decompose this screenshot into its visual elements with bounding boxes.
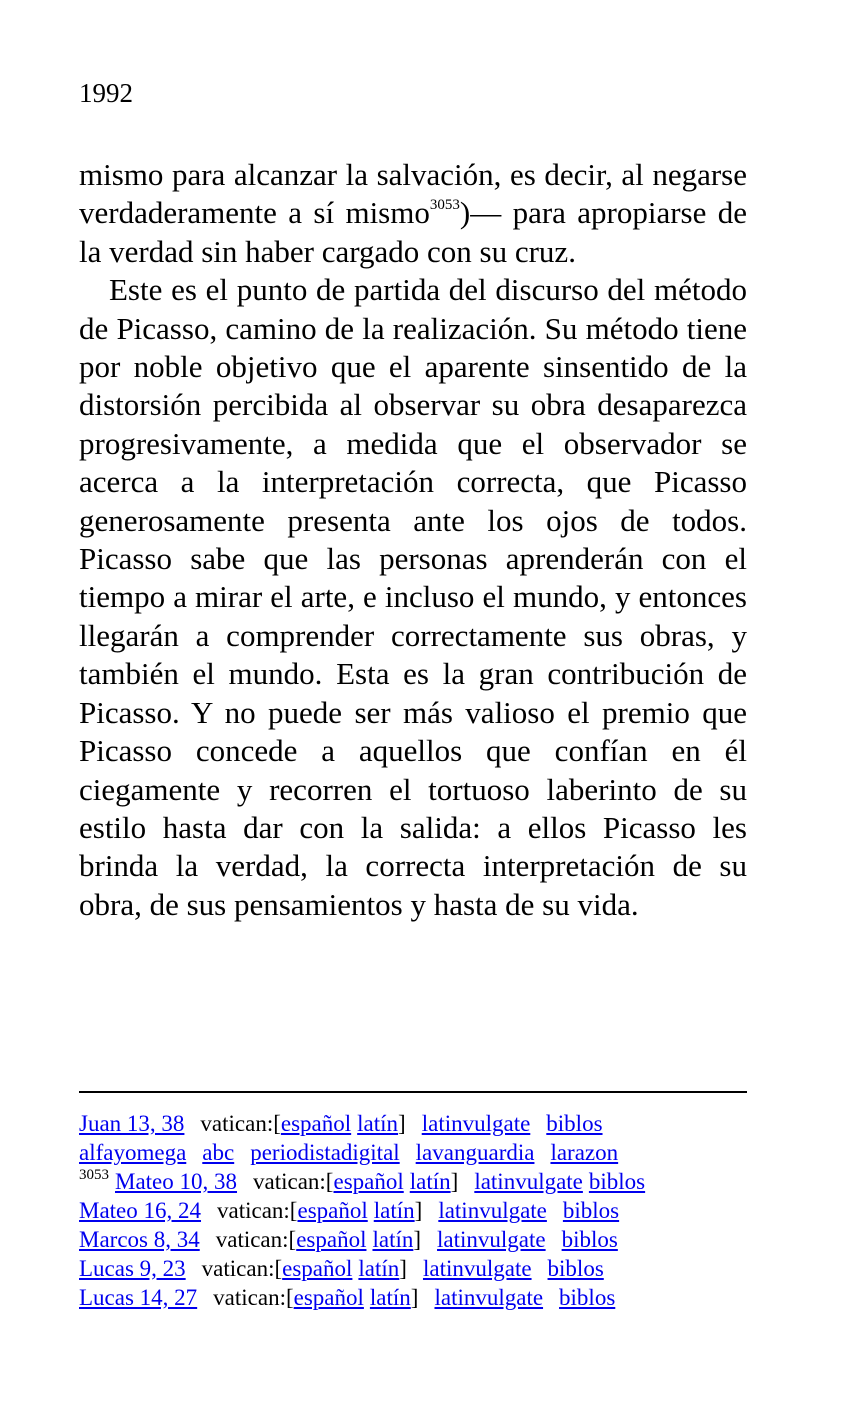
biblos-link[interactable]: biblos <box>546 1111 603 1136</box>
latin-link[interactable]: latín <box>372 1227 414 1252</box>
latinvulgate-link[interactable]: latinvulgate <box>437 1227 546 1252</box>
footnote-reference[interactable]: 3053 <box>429 197 460 214</box>
espanol-link[interactable]: español <box>293 1285 364 1310</box>
paragraph-1-end: )— para apropiarse de la verdad sin haber cargado con su cruz. <box>79 195 747 269</box>
biblos-link[interactable]: biblos <box>547 1256 604 1281</box>
latinvulgate-link[interactable]: latinvulgate <box>422 1256 532 1281</box>
latinvulgate-link[interactable]: latinvulgate <box>421 1111 531 1136</box>
periodistadigital-link[interactable]: periodistadigital <box>250 1140 400 1165</box>
footnote-line <box>79 1225 759 1254</box>
latin-link[interactable]: latín <box>357 1111 399 1136</box>
footnote-line <box>79 1109 759 1138</box>
vatican-label: vatican:[ <box>201 1256 283 1281</box>
paragraph-1-start: mismo para alcanzar la salvación, es decir, al negarse verdaderamente a sí mismo <box>79 157 747 231</box>
vatican-label: vatican:[ <box>253 1169 334 1194</box>
bracket-close: ] <box>410 1285 419 1310</box>
footnote-line <box>79 1283 759 1312</box>
bible-ref-link[interactable]: Mateo 16, 24 <box>79 1198 202 1223</box>
latin-link[interactable]: latín <box>373 1198 415 1223</box>
footnote-line <box>79 1254 759 1283</box>
bible-ref-link[interactable]: Lucas 14, 27 <box>79 1285 198 1310</box>
vatican-label: vatican:[ <box>213 1285 294 1310</box>
espanol-link[interactable]: español <box>296 1227 367 1252</box>
biblos-link[interactable]: biblos <box>588 1169 646 1194</box>
vatican-label: vatican:[ <box>200 1111 281 1136</box>
bible-ref-link[interactable]: Juan 13, 38 <box>79 1111 185 1136</box>
bracket-close: ] <box>398 1111 406 1136</box>
latin-link[interactable]: latín <box>369 1285 411 1310</box>
lavanguardia-link[interactable]: lavanguardia <box>415 1140 535 1165</box>
espanol-link[interactable]: español <box>280 1111 352 1136</box>
bracket-close: ] <box>450 1169 459 1194</box>
biblos-link[interactable]: biblos <box>561 1227 618 1252</box>
bible-ref-link[interactable]: Mateo 10, 38 <box>115 1169 238 1194</box>
bracket-close: ] <box>414 1198 423 1223</box>
footnote-divider <box>79 1091 747 1093</box>
footnote-line <box>79 1196 759 1225</box>
espanol-link[interactable]: español <box>282 1256 353 1281</box>
bible-ref-link[interactable]: Marcos 8, 34 <box>79 1227 200 1252</box>
latin-link[interactable]: latín <box>409 1169 451 1194</box>
bracket-close: ] <box>413 1227 422 1252</box>
vatican-label: vatican:[ <box>215 1227 297 1252</box>
abc-link[interactable]: abc <box>202 1140 235 1165</box>
bracket-close: ] <box>399 1256 407 1281</box>
alfayomega-link[interactable]: alfayomega <box>79 1140 187 1165</box>
body-text <box>79 156 747 924</box>
news-links-line <box>79 1138 759 1167</box>
espanol-link[interactable]: español <box>333 1169 404 1194</box>
paragraph-1 <box>79 156 747 271</box>
latin-link[interactable]: latín <box>358 1256 400 1281</box>
bible-ref-link[interactable]: Lucas 9, 23 <box>79 1256 186 1281</box>
paragraph-2: Este es el punto de partida del discurso del método de Picasso, camino de la realización. Su método tiene por noble objetivo que el aparente sinsentido de la distorsión percibida al observar su obra desaparezca progresivamente, a medida que el observador se acerca a la interpretación correcta, que Picasso generosamente presenta ante los ojos de todos. Picasso sabe que las personas aprenderán con el tiempo a mirar el arte, e incluso el mundo, y entonces llegarán a comprender correctamente sus obras, y también el mundo. Esta es la gran contribución de Picasso. Y no puede ser más valioso el premio que Picasso concede a aquellos que confían en él ciegamente y recorren el tortuoso laberinto de su estilo hasta dar con la salida: a ellos Picasso les brinda la verdad, la correcta interpretación de su obra, de sus pensamientos y hasta de su vida. <box>79 272 747 922</box>
footnote-line <box>79 1167 759 1196</box>
biblos-link[interactable]: biblos <box>559 1285 616 1310</box>
latinvulgate-link[interactable]: latinvulgate <box>434 1285 544 1310</box>
vatican-label: vatican:[ <box>217 1198 298 1223</box>
espanol-link[interactable]: español <box>297 1198 368 1223</box>
page-number: 1992 <box>79 78 133 108</box>
footnote-number: 3053 <box>79 1167 109 1183</box>
latinvulgate-link[interactable]: latinvulgate <box>438 1198 547 1223</box>
biblos-link[interactable]: biblos <box>562 1198 620 1223</box>
latinvulgate-link[interactable]: latinvulgate <box>474 1169 583 1194</box>
footnotes <box>79 1109 759 1312</box>
larazon-link[interactable]: larazon <box>550 1140 619 1165</box>
